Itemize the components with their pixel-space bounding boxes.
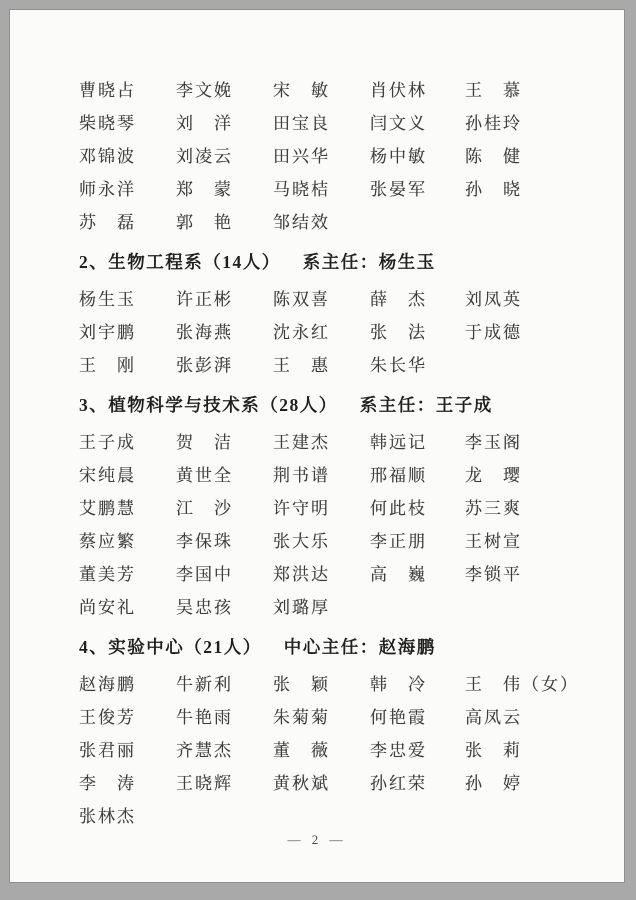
person-name: 孙桂玲 [465, 114, 522, 133]
person-name: 邓锦波 [79, 147, 136, 166]
person-name: 王树宣 [465, 532, 522, 551]
name-row [79, 424, 579, 457]
name-row [79, 589, 579, 622]
person-name: 陈双喜 [273, 290, 330, 309]
person-name: 田宝良 [273, 114, 330, 133]
person-name: 黄世全 [176, 466, 233, 485]
name-row [79, 138, 579, 171]
person-name: 刘 洋 [176, 114, 233, 133]
person-name: 张晏军 [370, 180, 427, 199]
person-name: 许守明 [273, 499, 330, 518]
person-name: 张 法 [370, 323, 427, 342]
section-experiment-center [79, 628, 579, 831]
section-title: 3、植物科学与技术系（28人） [79, 394, 338, 415]
person-name: 田兴华 [273, 147, 330, 166]
section-name-list [79, 424, 579, 622]
person-name: 李保珠 [176, 532, 233, 551]
section-name-list [79, 666, 579, 831]
person-name: 李锁平 [465, 565, 522, 584]
person-name: 吴忠孩 [176, 598, 233, 617]
person-name: 王 惠 [273, 356, 330, 375]
section-plant-science [79, 386, 579, 622]
name-row [79, 666, 579, 699]
person-name: 刘凌云 [176, 147, 233, 166]
name-row [79, 204, 579, 237]
person-name: 孙 婷 [465, 774, 522, 793]
person-name: 李国中 [176, 565, 233, 584]
person-name: 董 薇 [273, 741, 330, 760]
name-row [79, 105, 579, 138]
person-name: 闫文义 [370, 114, 427, 133]
person-name: 邢福顺 [370, 466, 427, 485]
person-name: 邹结效 [273, 213, 330, 232]
name-row [79, 765, 579, 798]
person-name: 尚安礼 [79, 598, 136, 617]
name-row [79, 556, 579, 589]
person-name: 王子成 [79, 433, 136, 452]
name-row [79, 281, 579, 314]
page-content [79, 72, 579, 831]
person-name: 韩远记 [370, 433, 427, 452]
person-name: 赵海鹏 [79, 675, 136, 694]
person-name: 朱菊菊 [273, 708, 330, 727]
person-name: 郑 蒙 [176, 180, 233, 199]
person-name: 齐慧杰 [176, 741, 233, 760]
name-row [79, 699, 579, 732]
name-row [79, 171, 579, 204]
person-name: 李 涛 [79, 774, 136, 793]
person-name: 于成德 [465, 323, 522, 342]
person-name: 王 伟（女） [465, 675, 579, 694]
name-row [79, 72, 579, 105]
person-name: 李正朋 [370, 532, 427, 551]
person-name: 董美芳 [79, 565, 136, 584]
person-name: 曹晓占 [79, 81, 136, 100]
person-name: 何此枝 [370, 499, 427, 518]
section-director: 中心主任：赵海鹏 [283, 636, 436, 657]
name-row [79, 798, 579, 831]
person-name: 江 沙 [176, 499, 233, 518]
person-name: 沈永红 [273, 323, 330, 342]
person-name: 苏 磊 [79, 213, 136, 232]
section-director: 系主任：杨生玉 [302, 251, 436, 272]
person-name: 高 巍 [370, 565, 427, 584]
person-name: 宋纯晨 [79, 466, 136, 485]
person-name: 刘宇鹏 [79, 323, 136, 342]
person-name: 何艳霞 [370, 708, 427, 727]
person-name: 孙红荣 [370, 774, 427, 793]
person-name: 蔡应繁 [79, 532, 136, 551]
person-name: 李玉阁 [465, 433, 522, 452]
person-name: 孙 晓 [465, 180, 522, 199]
person-name: 师永洋 [79, 180, 136, 199]
section-director: 系主任：王子成 [359, 394, 493, 415]
name-row [79, 457, 579, 490]
person-name: 韩 冷 [370, 675, 427, 694]
person-name: 许正彬 [176, 290, 233, 309]
name-row [79, 490, 579, 523]
person-name: 王建杰 [273, 433, 330, 452]
section-heading [79, 628, 579, 664]
scanned-document-page [9, 9, 625, 883]
person-name: 苏三爽 [465, 499, 522, 518]
person-name: 张大乐 [273, 532, 330, 551]
name-row [79, 523, 579, 556]
page-number: — 2 — [287, 832, 347, 847]
name-row [79, 314, 579, 347]
person-name: 郭 艳 [176, 213, 233, 232]
section-heading [79, 386, 579, 422]
person-name: 刘璐厚 [273, 598, 330, 617]
name-row [79, 732, 579, 765]
person-name: 肖伏林 [370, 81, 427, 100]
person-name: 牛新利 [176, 675, 233, 694]
person-name: 李忠爱 [370, 741, 427, 760]
person-name: 艾鹏慧 [79, 499, 136, 518]
person-name: 刘凤英 [465, 290, 522, 309]
person-name: 马晓桔 [273, 180, 330, 199]
person-name: 王俊芳 [79, 708, 136, 727]
person-name: 张 颖 [273, 675, 330, 694]
person-name: 张彭湃 [176, 356, 233, 375]
person-name: 荆书谱 [273, 466, 330, 485]
person-name: 杨生玉 [79, 290, 136, 309]
person-name: 郑洪达 [273, 565, 330, 584]
person-name: 朱长华 [370, 356, 427, 375]
person-name: 龙 璎 [465, 466, 522, 485]
person-name: 张林杰 [79, 807, 136, 826]
person-name: 薛 杰 [370, 290, 427, 309]
section-title: 4、实验中心（21人） [79, 636, 262, 657]
person-name: 张 莉 [465, 741, 522, 760]
person-name: 王 慕 [465, 81, 522, 100]
person-name: 贺 洁 [176, 433, 233, 452]
person-name: 高凤云 [465, 708, 522, 727]
continuation-name-list [79, 72, 579, 237]
person-name: 陈 健 [465, 147, 522, 166]
person-name: 柴晓琴 [79, 114, 136, 133]
name-row [79, 347, 579, 380]
section-biological-engineering [79, 243, 579, 380]
person-name: 张海燕 [176, 323, 233, 342]
section-title: 2、生物工程系（14人） [79, 251, 281, 272]
section-heading [79, 243, 579, 279]
person-name: 杨中敏 [370, 147, 427, 166]
person-name: 牛艳雨 [176, 708, 233, 727]
person-name: 李文娩 [176, 81, 233, 100]
section-name-list [79, 281, 579, 380]
person-name: 宋 敏 [273, 81, 330, 100]
person-name: 张君丽 [79, 741, 136, 760]
person-name: 黄秋斌 [273, 774, 330, 793]
person-name: 王晓辉 [176, 774, 233, 793]
person-name: 王 刚 [79, 356, 136, 375]
